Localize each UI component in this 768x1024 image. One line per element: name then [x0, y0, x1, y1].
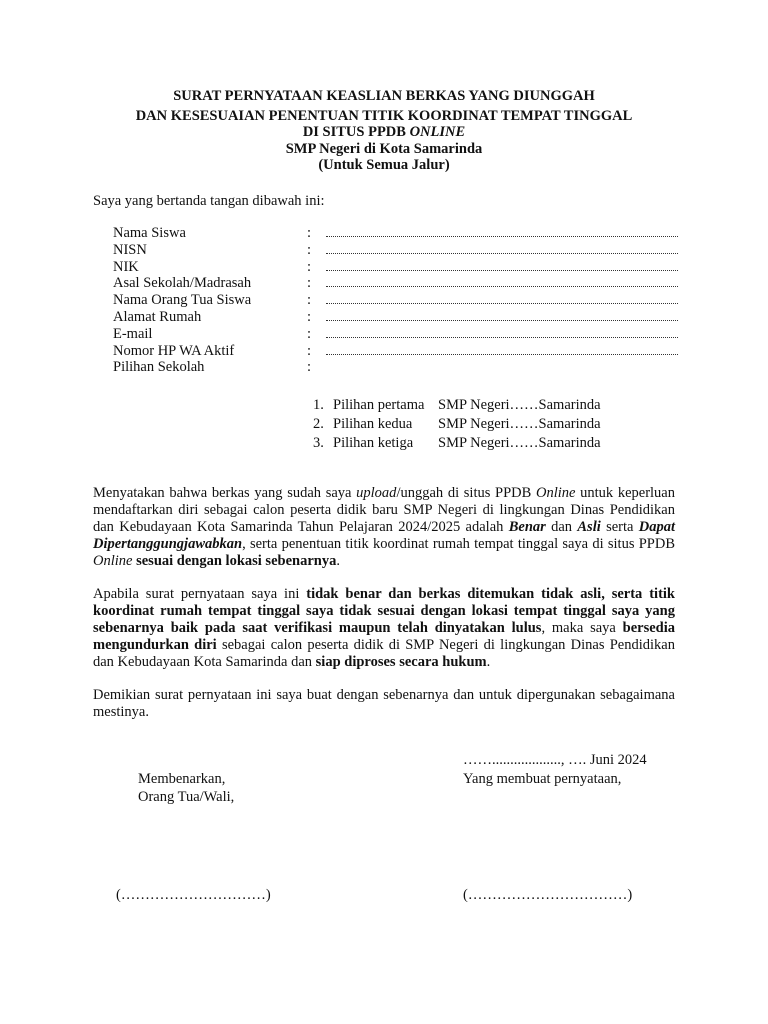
text-run-bold-italic: Dapat Dipertanggungjawabkan: [93, 519, 676, 552]
field-row: [113, 309, 683, 326]
field-blank-line[interactable]: [326, 302, 678, 304]
text-run-italic: upload: [356, 485, 397, 501]
choice-row: [313, 415, 633, 434]
statement-paragraph: [93, 485, 675, 570]
date-line: ……..................., …. Juni 2024: [463, 752, 647, 768]
title-line-3-text: DI SITUS PPDB: [302, 124, 410, 140]
title-line-1: SURAT PERNYATAAN KEASLIAN BERKAS YANG DIUNGGAH: [173, 88, 595, 104]
closing-paragraph: Demikian surat pernyataan ini saya buat dengan sebenarnya dan untuk dipergunakan sebagaimana mestinya.: [93, 687, 675, 720]
guardian-signature-block: [138, 770, 234, 806]
field-row: [113, 359, 683, 376]
school-choices: [313, 396, 633, 453]
field-label: Alamat Rumah: [113, 308, 202, 325]
text-run-bold-italic: Benar: [508, 519, 546, 535]
field-colon: :: [307, 225, 312, 241]
field-label: NISN: [113, 241, 147, 258]
field-colon: :: [307, 241, 312, 258]
field-row: [113, 343, 683, 360]
field-colon: :: [307, 308, 312, 325]
text-run-bold-italic: Asli: [577, 519, 601, 535]
field-label: Asal Sekolah/Madrasah: [113, 275, 252, 292]
text-run: serta: [600, 519, 639, 535]
choice-label: Pilihan pertama: [333, 397, 425, 413]
field-label: Nama Siswa: [113, 225, 186, 241]
text-run: , maka saya: [541, 620, 623, 636]
choice-row: [313, 396, 633, 415]
student-signature-block: [463, 770, 621, 788]
title-line-5: (Untuk Semua Jalur): [318, 157, 450, 173]
text-run-bold: tidak benar dan berkas ditemukan tidak asli, serta titik koordinat rumah tempat tinggal saya tidak sesuai dengan lokasi tempat tinggal saya yang sebenarnya baik pada saat verifikasi maupun telah dinyatakan lulus: [93, 586, 675, 636]
text-run: untuk keperluan mendaftarkan diri sebagai calon peserta didik baru SMP Negeri di lingkungan Dinas Pendidikan dan Kebudayaan Kota Samarinda Tahun Pelajaran 2024/2025 adalah: [93, 485, 675, 535]
field-blank-line[interactable]: [326, 252, 678, 254]
guardian-line-2: Orang Tua/Wali,: [138, 789, 235, 805]
field-colon: :: [307, 342, 312, 359]
title-line-3: [0, 124, 768, 140]
text-run: /unggah di situs PPDB: [396, 485, 536, 501]
field-row: [113, 242, 683, 259]
field-row: [113, 326, 683, 343]
field-colon: :: [307, 359, 312, 376]
choice-school: SMP Negeri……Samarinda: [438, 435, 601, 451]
text-run: .: [336, 553, 340, 569]
field-blank-line[interactable]: [326, 353, 678, 355]
title-line-4: SMP Negeri di Kota Samarinda: [285, 141, 483, 157]
choice-label: Pilihan ketiga: [333, 435, 414, 451]
field-row: [113, 292, 683, 309]
field-label: Nomor HP WA Aktif: [113, 342, 235, 359]
field-label: Pilihan Sekolah: [113, 359, 205, 376]
text-run: , serta penentuan titik koordinat rumah tempat tinggal saya di situs PPDB: [242, 536, 675, 552]
field-label: NIK: [113, 258, 139, 275]
field-blank-line[interactable]: [326, 269, 678, 271]
text-run: dan: [545, 519, 578, 535]
field-colon: :: [307, 325, 312, 342]
field-blank-line[interactable]: [326, 285, 678, 287]
field-row: [113, 275, 683, 292]
text-run: sebagai calon peserta didik di SMP Negeri di lingkungan Dinas Pendidikan dan Kebudayaan Kota Samarinda dan: [93, 637, 675, 670]
field-label: E-mail: [113, 325, 153, 342]
text-run: Apabila surat pernyataan saya ini: [93, 586, 307, 602]
field-row: [113, 259, 683, 276]
guardian-name-blank[interactable]: (…………………………): [116, 887, 271, 903]
choice-number: 2.: [313, 416, 324, 432]
field-blank-line[interactable]: [326, 319, 678, 321]
choice-row: [313, 434, 633, 453]
student-line-1: Yang membuat pernyataan,: [463, 771, 622, 787]
text-run-italic: Online: [535, 485, 576, 501]
field-colon: :: [307, 275, 312, 292]
title-line-2: DAN KESESUAIAN PENENTUAN TITIK KOORDINAT TEMPAT TINGGAL: [135, 108, 633, 124]
field-colon: :: [307, 258, 312, 275]
field-blank-line[interactable]: [326, 336, 678, 338]
text-run-bold: siap diproses secara hukum: [315, 654, 487, 670]
title-line-3-italic: ONLINE: [409, 124, 466, 140]
field-blank-line[interactable]: [326, 235, 678, 237]
student-name-blank[interactable]: (……………………………): [463, 887, 633, 903]
guardian-line-1: Membenarkan,: [138, 771, 226, 787]
choice-school: SMP Negeri……Samarinda: [438, 416, 601, 432]
intro-text: Saya yang bertanda tangan dibawah ini:: [93, 193, 325, 209]
text-run-italic: Online: [93, 553, 133, 569]
field-row: [113, 225, 683, 242]
text-run: Menyatakan bahwa berkas yang sudah saya: [93, 485, 357, 501]
text-run-bold: sesuai dengan lokasi sebenarnya: [132, 553, 337, 569]
choice-school: SMP Negeri……Samarinda: [438, 397, 601, 413]
consequence-paragraph: [93, 586, 675, 671]
choice-number: 3.: [313, 435, 324, 451]
form-fields: [113, 225, 683, 376]
field-colon: :: [307, 292, 312, 309]
text-run-bold: bersedia mengundurkan diri: [93, 620, 675, 653]
text-run: .: [486, 654, 491, 670]
choice-number: 1.: [313, 397, 324, 413]
field-label: Nama Orang Tua Siswa: [113, 292, 252, 309]
choice-label: Pilihan kedua: [333, 416, 413, 432]
